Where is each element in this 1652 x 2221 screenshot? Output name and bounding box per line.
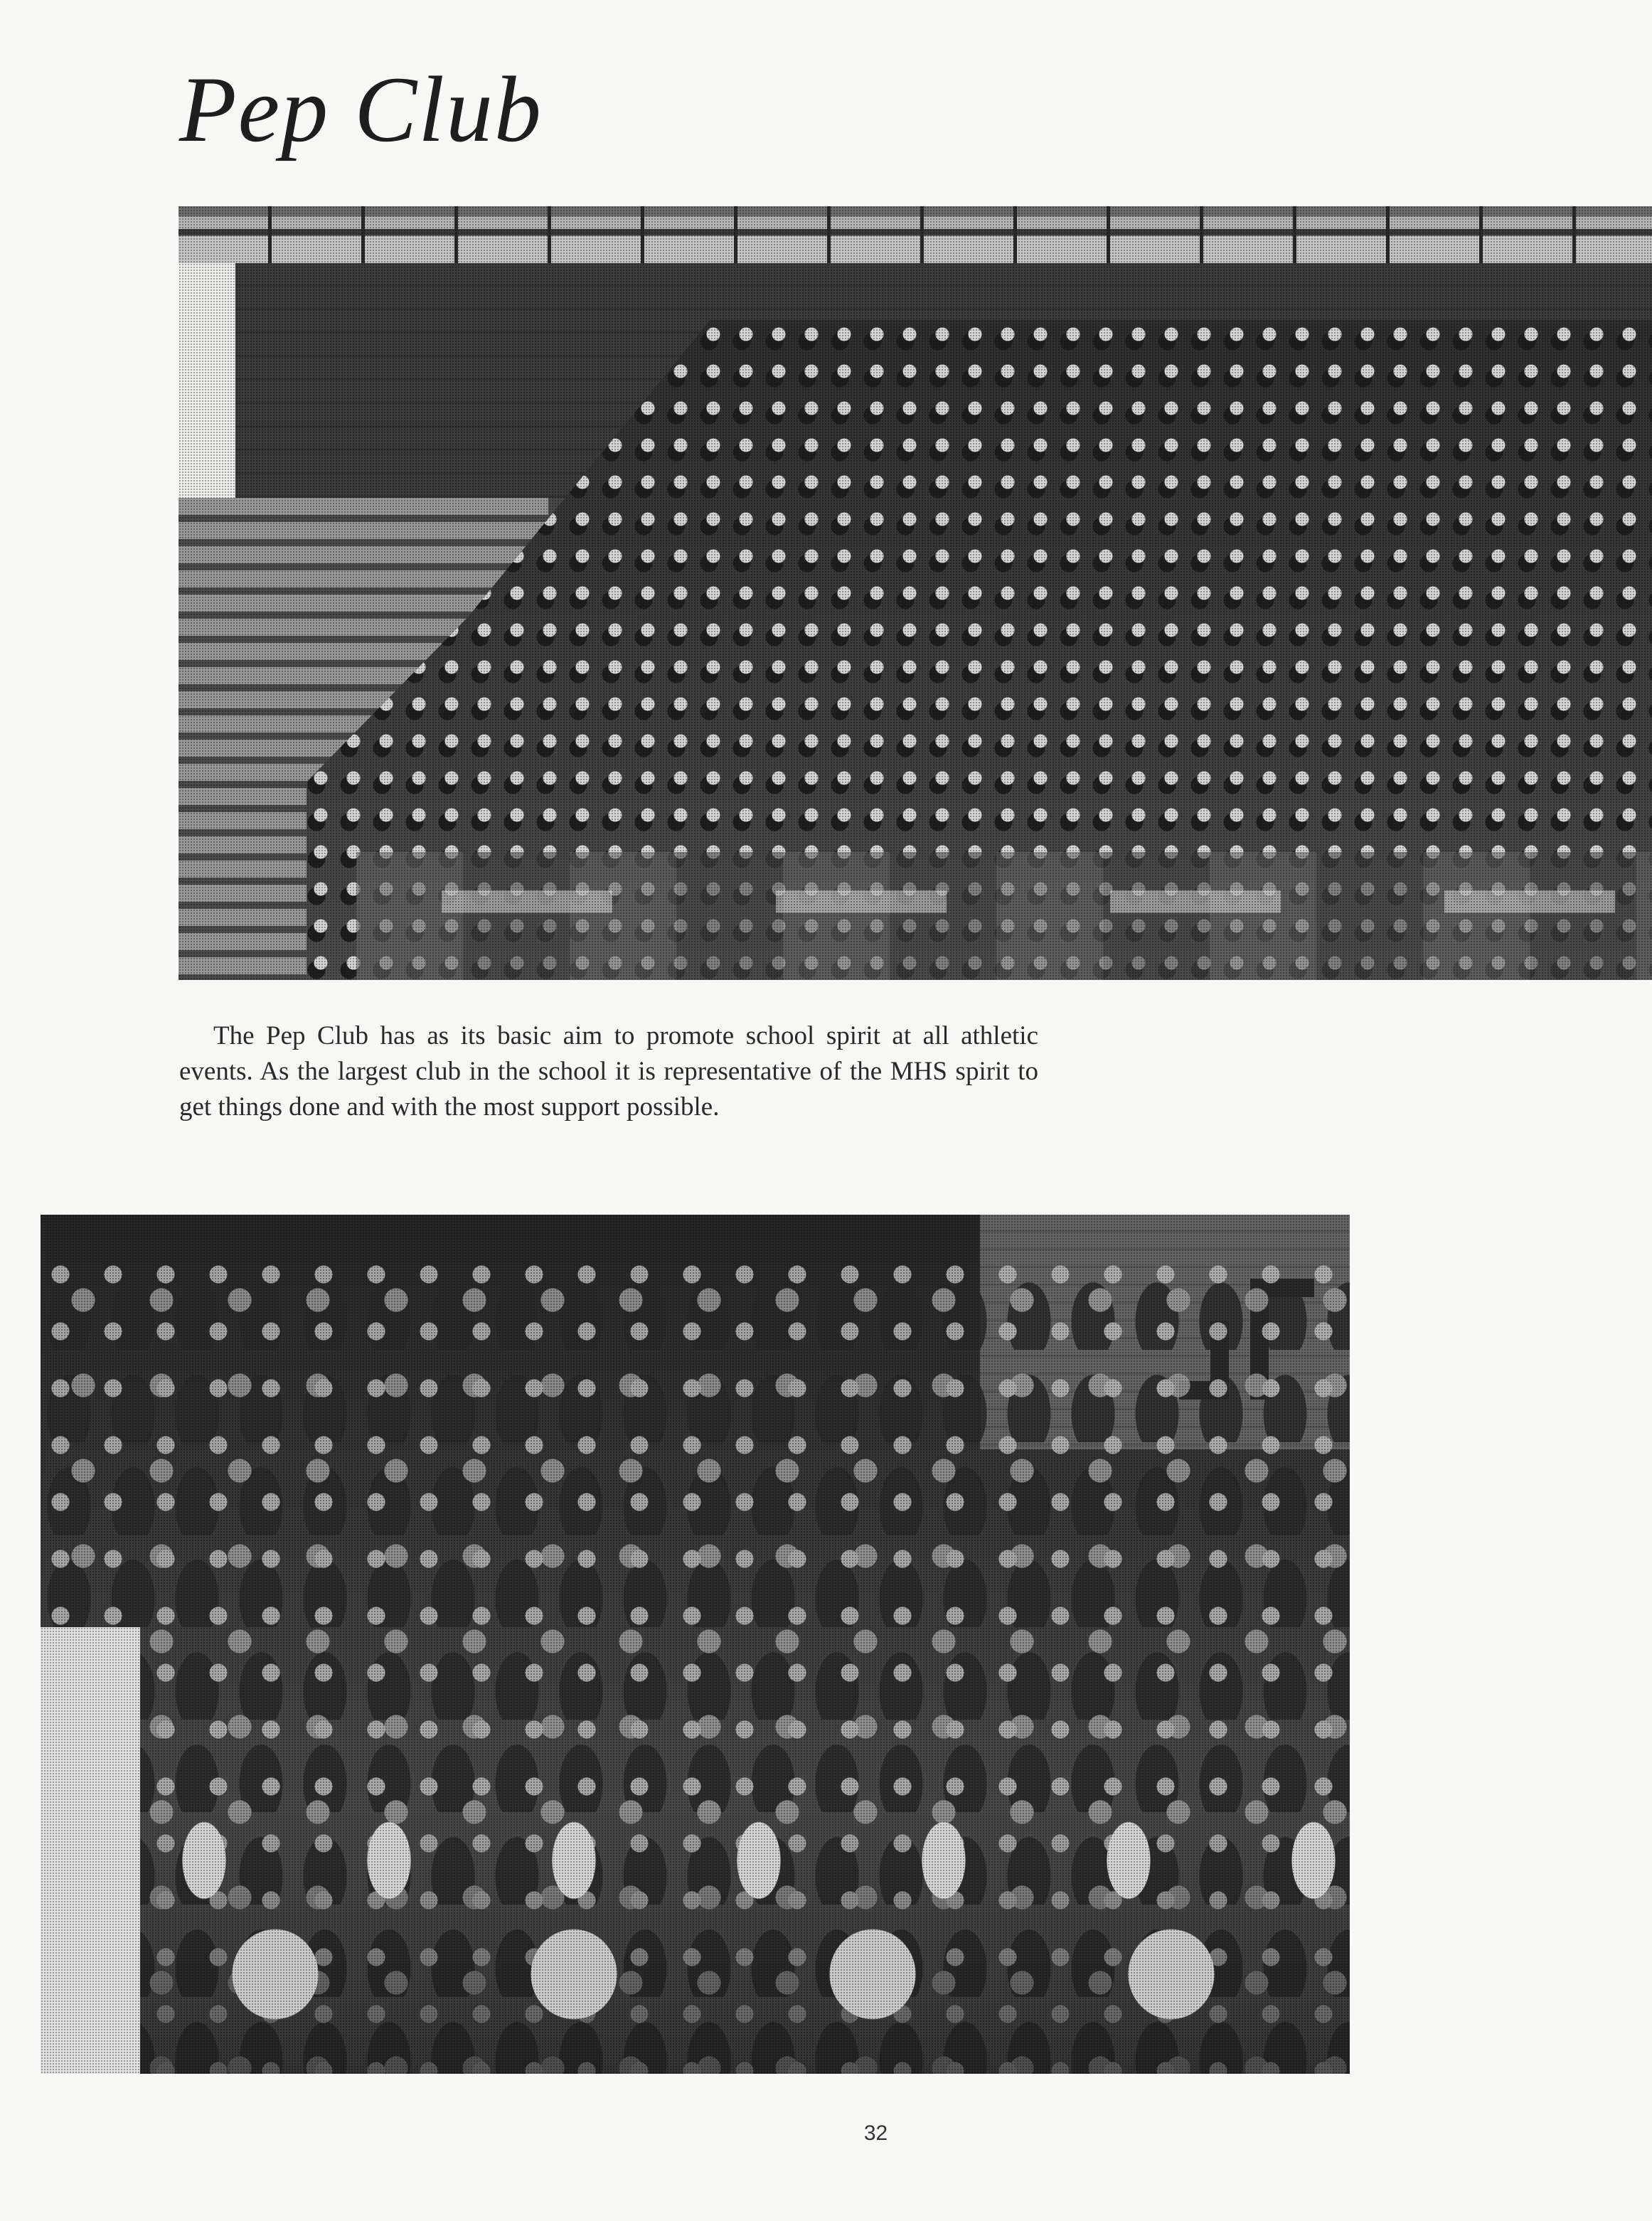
caption-paragraph: The Pep Club has as its basic aim to promote school spirit at all athletic events. As the largest club in the school it is representative of the MHS spirit to get things done and with the most support possible. <box>179 1021 1038 1122</box>
railing-posts <box>178 206 1652 263</box>
front-row-spectators <box>140 1804 1350 2074</box>
page-number: 32 <box>863 2121 888 2145</box>
cheerleaders-row <box>356 852 1652 980</box>
group-photo-bleachers <box>178 206 1652 980</box>
white-wall-panel <box>178 263 235 506</box>
crowd-photo-night-game <box>41 1215 1350 2074</box>
page-title: Pep Club <box>179 57 543 161</box>
white-pillar <box>41 1627 140 2074</box>
